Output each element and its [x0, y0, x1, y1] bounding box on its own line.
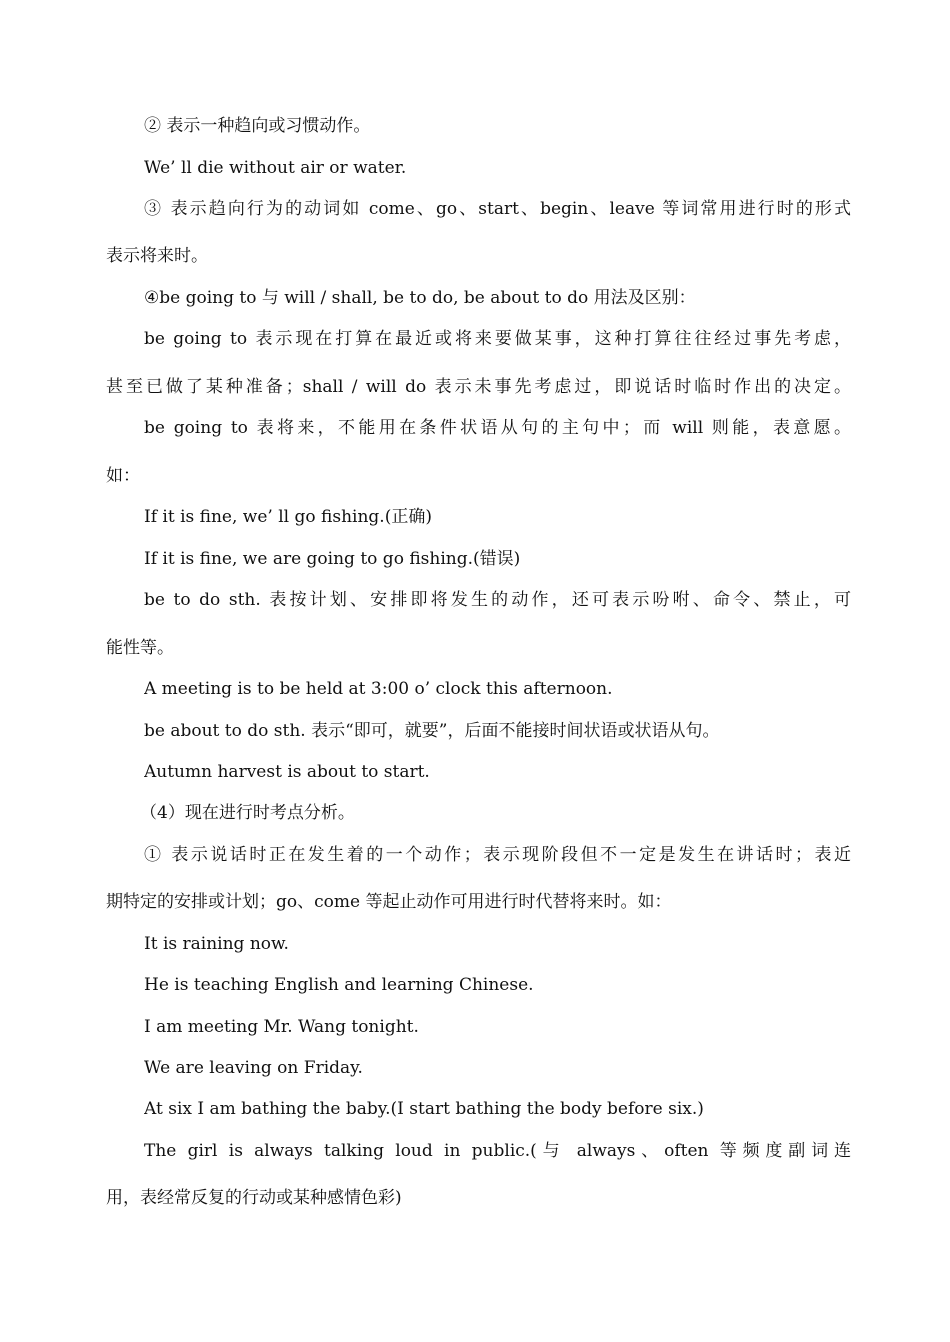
- text-line-5: ④be going to 与 will / shall, be to do, be about to do 用法及区别：: [144, 288, 696, 308]
- text-line-2: We’ ll die without air or water.: [144, 158, 407, 178]
- text-line-8: be going to 表将来，不能用在条件状语从句的主句中；而 will 则能，表意愿。: [144, 418, 851, 438]
- text-line-14: A meeting is to be held at 3:00 o’ clock this afternoon.: [144, 679, 613, 699]
- text-line-10: If it is fine, we’ ll go fishing.(正确): [144, 507, 432, 527]
- text-line-16: Autumn harvest is about to start.: [144, 762, 430, 782]
- text-line-23: We are leaving on Friday.: [144, 1058, 363, 1078]
- text-line-13: 能性等。: [106, 638, 174, 658]
- text-line-12: be to do sth. 表按计划、安排即将发生的动作，还可表示吩咐、命令、禁止，可: [144, 590, 851, 610]
- text-line-26: 用，表经常反复的行动或某种感情色彩): [106, 1188, 402, 1208]
- text-line-3: ③ 表示趋向行为的动词如 come、go、start、begin、leave 等词常用进行时的形式: [144, 199, 851, 219]
- text-line-20: It is raining now.: [144, 934, 289, 954]
- text-line-7: 甚至已做了某种准备；shall / will do 表示未事先考虑过，即说话时临时作出的决定。: [106, 377, 851, 397]
- text-line-21: He is teaching English and learning Chinese.: [144, 975, 534, 995]
- text-line-6: be going to 表示现在打算在最近或将来要做某事，这种打算往往经过事先考虑，: [144, 329, 851, 349]
- text-line-4: 表示将来时。: [106, 246, 208, 266]
- text-line-18: ① 表示说话时正在发生着的一个动作；表示现阶段但不一定是发生在讲话时；表近: [144, 845, 851, 865]
- text-line-9: 如：: [106, 466, 140, 486]
- text-line-25: The girl is always talking loud in public.(与 always、often 等频度副词连: [144, 1141, 851, 1161]
- section-heading: （4）现在进行时考点分析。: [140, 803, 355, 823]
- text-line-1: ② 表示一种趋向或习惯动作。: [144, 116, 371, 136]
- text-line-11: If it is fine, we are going to go fishing.(错误): [144, 549, 521, 569]
- text-line-24: At six I am bathing the baby.(I start bathing the body before six.): [144, 1099, 704, 1119]
- text-line-15: be about to do sth. 表示“即可，就要”，后面不能接时间状语或状语从句。: [144, 721, 720, 741]
- text-line-22: I am meeting Mr. Wang tonight.: [144, 1017, 419, 1037]
- text-line-19: 期特定的安排或计划；go、come 等起止动作可用进行时代替将来时。如：: [106, 892, 672, 912]
